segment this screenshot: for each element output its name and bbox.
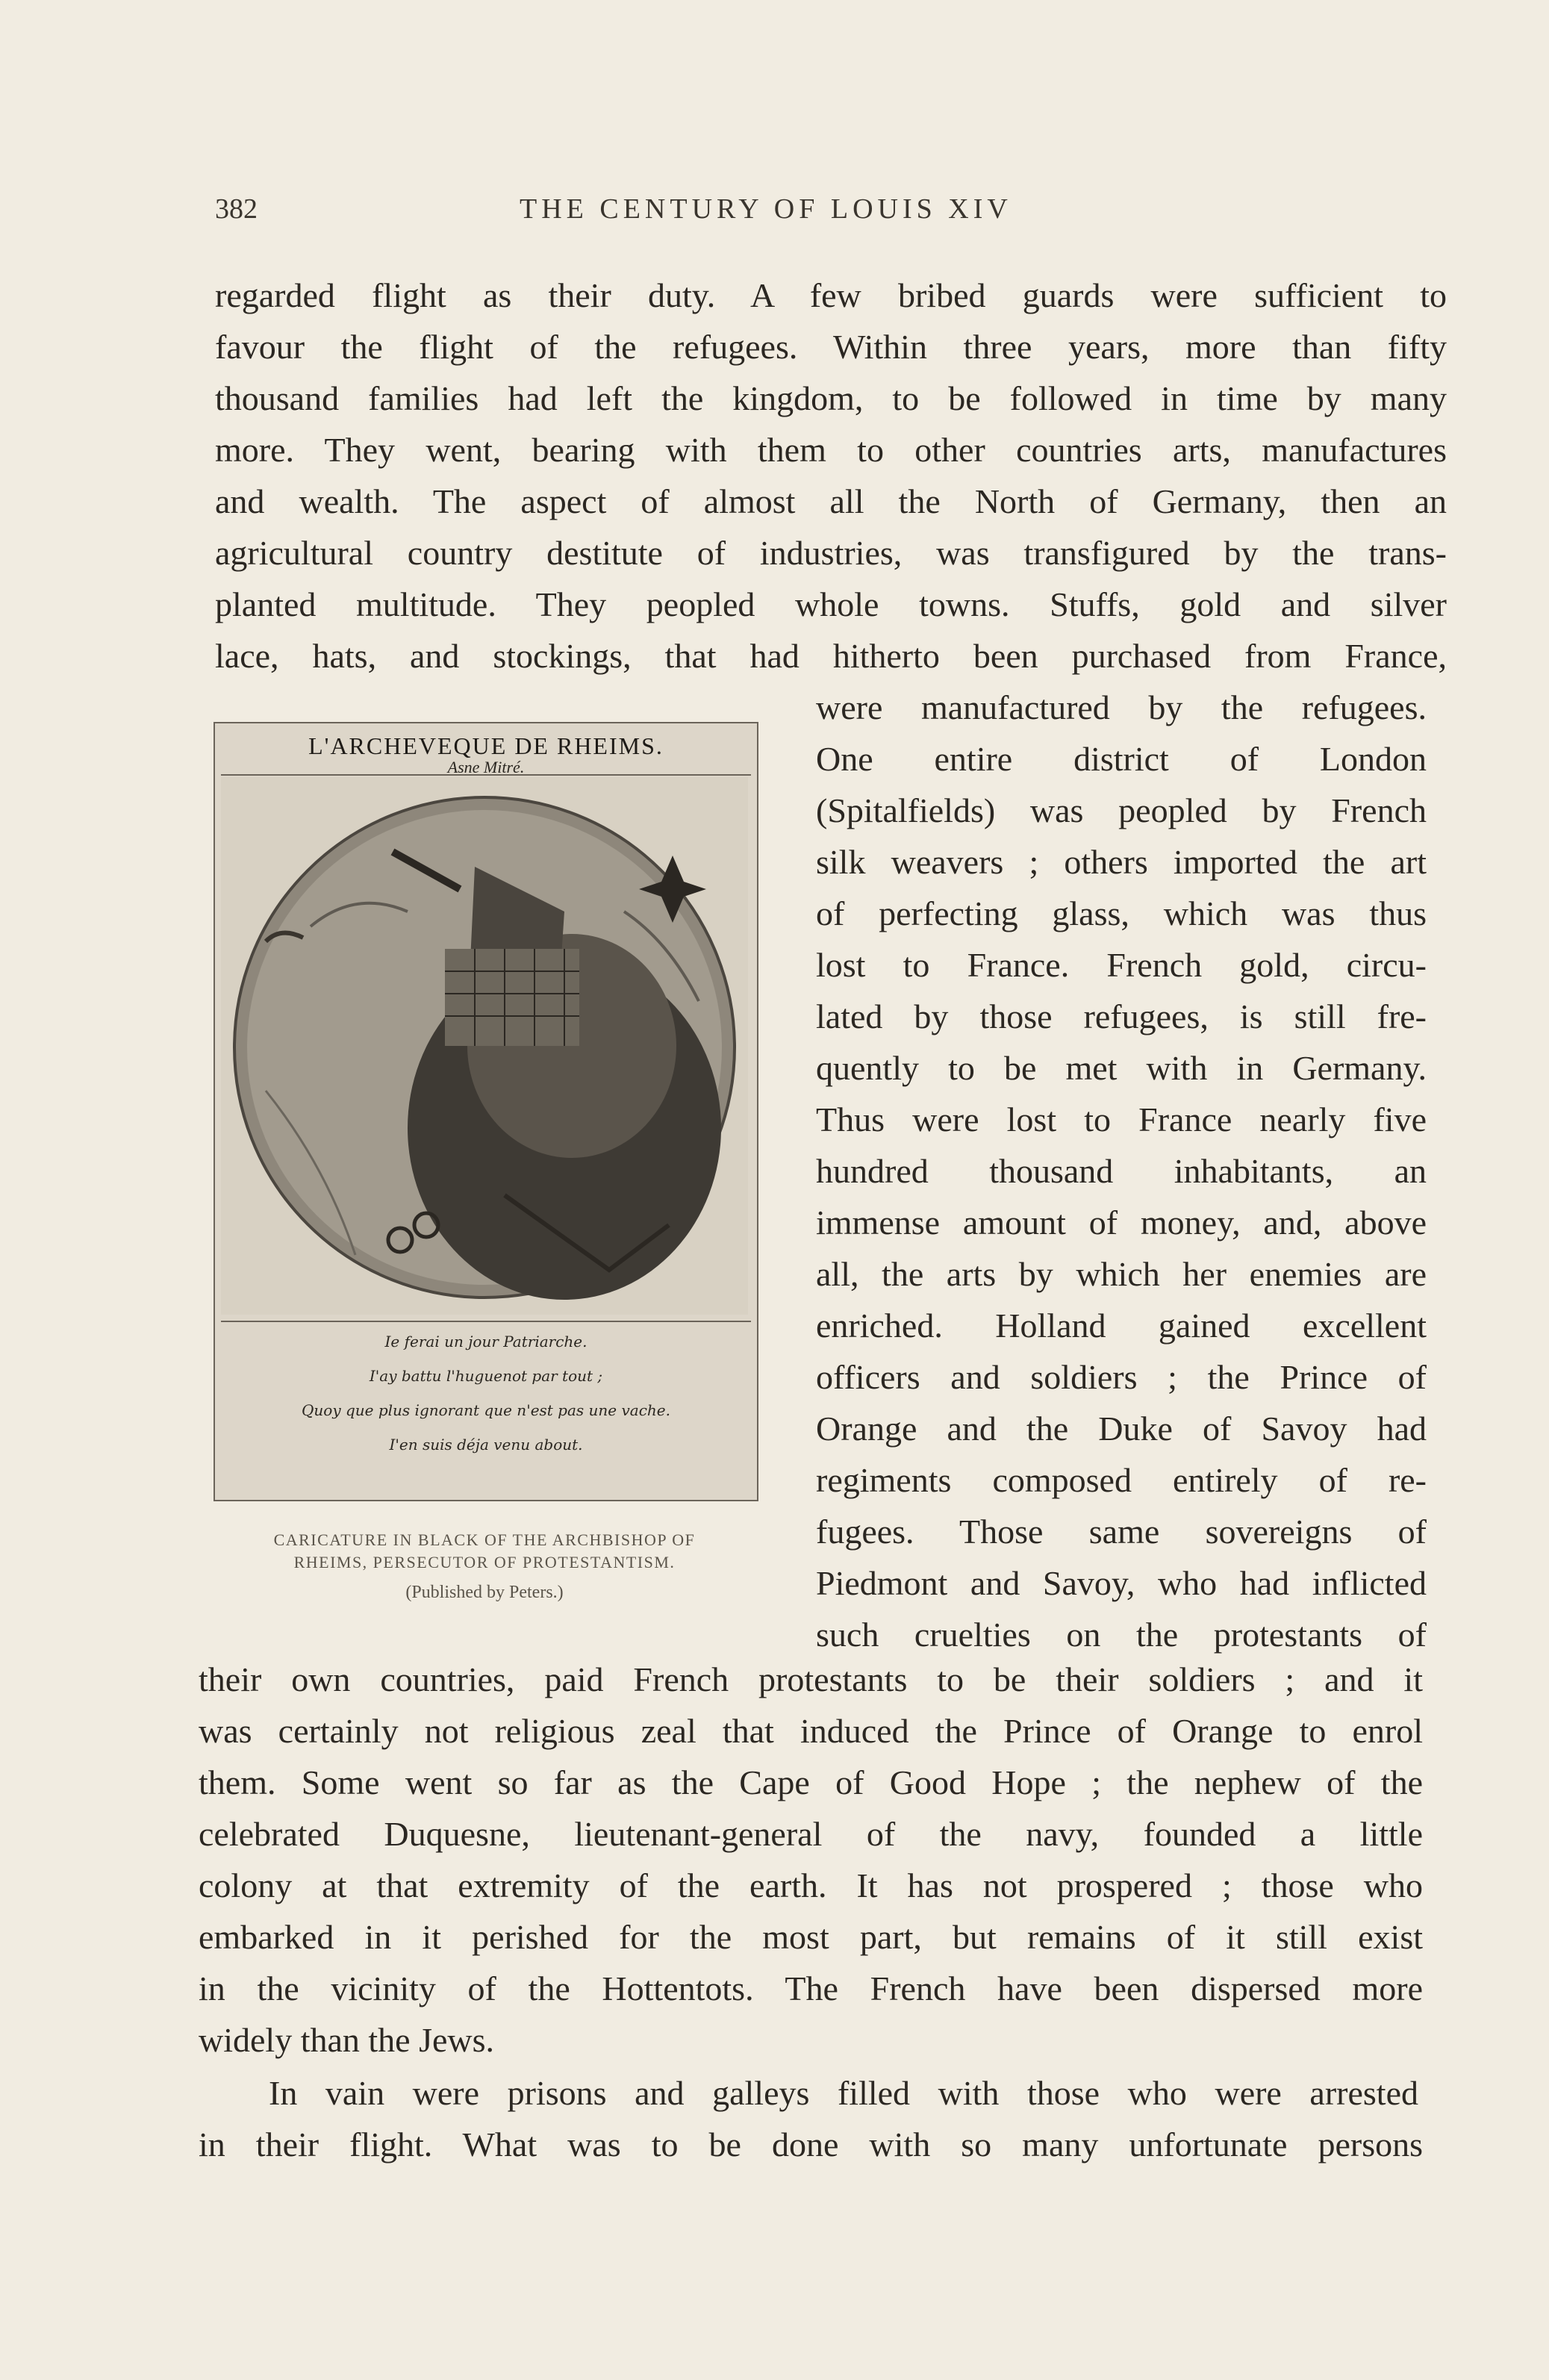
text-line: widely than the Jews. [199, 2021, 495, 2059]
text-line: all, the arts by which her enemies are [816, 1255, 1427, 1293]
figure-subtitle: Asne Mitré. [447, 758, 525, 776]
text-line: such cruelties on the protestants of [816, 1616, 1427, 1654]
caricature-figure [214, 722, 758, 1501]
figure-caption-note: (Published by Peters.) [405, 1583, 564, 1602]
text-line: in their flight. What was to be done with so many unfortunate persons [199, 2125, 1423, 2164]
text-line: of perfecting glass, which was thus [816, 894, 1427, 932]
text-line: One entire district of London [816, 740, 1427, 778]
verse-line: Ie ferai un jour Patriarche. [384, 1333, 588, 1351]
text-line: immense amount of money, and, above [816, 1203, 1427, 1242]
text-line: (Spitalfields) was peopled by French [816, 791, 1427, 829]
running-title: THE CENTURY OF LOUIS XIV [520, 193, 1012, 225]
text-line: hundred thousand inhabitants, an [816, 1152, 1427, 1190]
text-line: lated by those refugees, is still fre- [816, 997, 1427, 1035]
text-line: thousand families had left the kingdom, to be followed in time by many [215, 379, 1447, 417]
verse-line: I'en suis déja venu about. [389, 1436, 583, 1454]
text-line: them. Some went so far as the Cape of Good Hope ; the nephew of the [199, 1763, 1423, 1801]
text-line: silk weavers ; others imported the art [816, 843, 1427, 881]
figure-verse [221, 1321, 751, 1486]
text-line: colony at that extremity of the earth. It has not prospered ; those who [199, 1866, 1423, 1904]
figure-title: L'ARCHEVEQUE DE RHEIMS. [308, 732, 664, 759]
text-line: their own countries, paid French protestants to be their soldiers ; and it [199, 1660, 1423, 1698]
text-line: celebrated Duquesne, lieutenant-general of the navy, founded a little [199, 1815, 1423, 1853]
text-line: In vain were prisons and galleys filled with those who were arrested [269, 2074, 1418, 2112]
text-line: lost to France. French gold, circu- [816, 946, 1427, 984]
figure-caption-line: RHEIMS, PERSECUTOR OF PROTESTANTISM. [293, 1553, 676, 1571]
text-line: embarked in it perished for the most part, but remains of it still exist [199, 1918, 1423, 1956]
text-line: enriched. Holland gained excellent [816, 1306, 1427, 1345]
verse-line: Quoy que plus ignorant que n'est pas une vache. [302, 1401, 670, 1419]
text-line: officers and soldiers ; the Prince of [816, 1358, 1427, 1396]
text-line: agricultural country destitute of industries, was transfigured by the trans- [215, 534, 1447, 572]
text-line: quently to be met with in Germany. [816, 1049, 1427, 1087]
caricature-engraving [221, 777, 748, 1315]
text-line: was certainly not religious zeal that induced the Prince of Orange to enrol [199, 1712, 1423, 1750]
figure-caption-line: CARICATURE IN BLACK OF THE ARCHBISHOP OF [273, 1530, 696, 1549]
text-line: regiments composed entirely of re- [816, 1461, 1427, 1499]
text-line: Piedmont and Savoy, who had inflicted [816, 1564, 1427, 1602]
figure-title-box [221, 729, 751, 776]
text-line: Thus were lost to France nearly five [816, 1100, 1427, 1138]
text-line: lace, hats, and stockings, that had hitherto been purchased from France, [215, 637, 1447, 675]
text-line: favour the flight of the refugees. Within three years, more than fifty [215, 328, 1447, 366]
text-line: more. They went, bearing with them to other countries arts, manufactures [215, 431, 1447, 469]
text-line: regarded flight as their duty. A few bribed guards were sufficient to [215, 276, 1447, 314]
text-line: and wealth. The aspect of almost all the North of Germany, then an [215, 482, 1447, 520]
text-line: Orange and the Duke of Savoy had [816, 1409, 1427, 1448]
page-number: 382 [215, 193, 258, 225]
text-line: were manufactured by the refugees. [816, 688, 1427, 726]
verse-line: I'ay battu l'huguenot par tout ; [369, 1367, 603, 1385]
text-line: in the vicinity of the Hottentots. The French have been dispersed more [199, 1969, 1423, 2007]
page-header [215, 193, 1451, 237]
text-line: fugees. Those same sovereigns of [816, 1513, 1427, 1551]
text-line: planted multitude. They peopled whole towns. Stuffs, gold and silver [215, 585, 1447, 623]
